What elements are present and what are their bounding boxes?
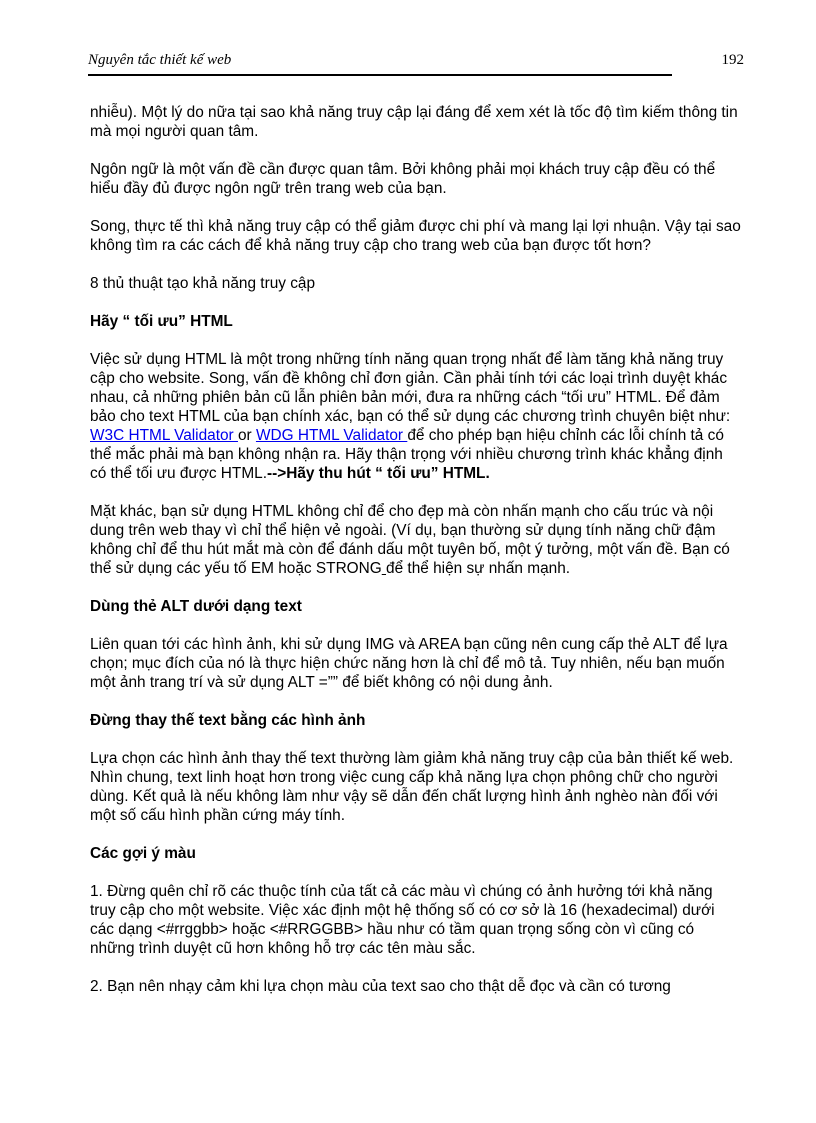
paragraph: 1. Đừng quên chỉ rõ các thuộc tính của tất cả các màu vì chúng có ảnh hưởng tới khả năng truy cập cho một website. Việc xác định một hệ thống số có cơ sở là 16 (hexadecimal) dưới các dạng <#rrggbb> hoặc <#RRGGBB> hầu như có tầm quan trọng sống còn vì cũng có những trình duyệt cũ hơn không hỗ trợ các tên màu sắc. [90,883,715,957]
paragraph: 8 thủ thuật tạo khả năng truy cập [90,275,316,292]
paragraph-text: Mặt khác, bạn sử dụng HTML không chỉ để cho đẹp mà còn nhấn mạnh cho cấu trúc và nội dung trên web thay vì chỉ thể hiện vẻ ngoài. (Ví dụ, bạn thường sử dụng tính năng chữ đậm không chỉ để thu hút mắt mà còn để đánh dấu một tuyên bố, một ý tưởng, một vấn đề. Bạn có thể sử dụng các yếu tố EM hoặc STRONG [90,503,730,577]
paragraph-text: Việc sử dụng HTML là một trong những tính năng quan trọng nhất để làm tăng khả năng truy cập cho website. Song, vấn đề không chỉ đơn giản. Cần phải tính tới các loại trình duyệt khác nhau, cả những phiên bản cũ lẫn phiên bản mới, đưa ra những cách “tối ưu” HTML. Để đảm bảo cho text HTML của bạn chính xác, bạn có thể sử dụng các chương trình chuyên biệt như: [90,351,731,425]
bold-text: -->Hãy thu hút “ tối ưu” HTML. [266,465,490,482]
paragraph-text: or [237,427,256,444]
paragraph: Ngôn ngữ là một vấn đề cần được quan tâm. Bởi không phải mọi khách truy cập đều có thể hiểu đầy đủ được ngôn ngữ trên trang web của bạn. [90,161,716,197]
section-heading: Các gợi ý màu [90,845,196,862]
section-heading: Đừng thay thế text bằng các hình ảnh [90,712,366,729]
section-heading: Hãy “ tối ưu” HTML [90,313,233,330]
paragraph-emphasis [90,502,742,578]
page-header [88,50,744,72]
w3c-validator-link[interactable]: W3C HTML Validator [90,427,238,444]
wdg-validator-link[interactable]: WDG HTML Validator [255,427,408,444]
paragraph: Song, thực tế thì khả năng truy cập có thể giảm được chi phí và mang lại lợi nhuận. Vậy tại sao không tìm ra các cách để khả năng truy cập cho trang web của bạn được tốt hơn? [90,218,741,254]
document-body [90,103,742,1015]
paragraph: 2. Bạn nên nhạy cảm khi lựa chọn màu của text sao cho thật dễ đọc và cần có tương [90,978,671,995]
page-number: 192 [721,52,744,68]
header-title: Nguyên tắc thiết kế web [88,52,232,68]
paragraph: Lựa chọn các hình ảnh thay thế text thường làm giảm khả năng truy cập của bản thiết kế web. Nhìn chung, text linh hoạt hơn trong việc cung cấp khả năng lựa chọn phông chữ cho người dùng. Kết quả là nếu không làm như vậy sẽ dẫn đến chất lượng hình ảnh nghèo nàn đối với một số cấu hình phần cứng máy tính. [90,750,734,824]
header-divider [88,74,672,76]
paragraph-html-validators [90,350,742,483]
section-heading: Dùng thẻ ALT dưới dạng text [90,598,302,615]
paragraph: nhiễu). Một lý do nữa tại sao khả năng truy cập lại đáng để xem xét là tốc độ tìm kiếm thông tin mà mọi người quan tâm. [90,104,738,140]
paragraph-text: để thể hiện sự nhấn mạnh. [386,560,571,577]
paragraph-text: để cho phép bạn hiệu chỉnh các lỗi chính tả có thể mắc phải mà bạn không nhận ra. Hãy thận trọng với nhiều chương trình khác khẳng định có thể tối ưu được HTML. [90,427,724,482]
paragraph: Liên quan tới các hình ảnh, khi sử dụng IMG và AREA bạn cũng nên cung cấp thẻ ALT để lựa chọn; mục đích của nó là thực hiện chức năng hơn là chỉ để mô tả. Tuy nhiên, nếu bạn muốn một ảnh trang trí và sử dụng ALT =”” để biết không có nội dung ảnh. [90,636,728,691]
